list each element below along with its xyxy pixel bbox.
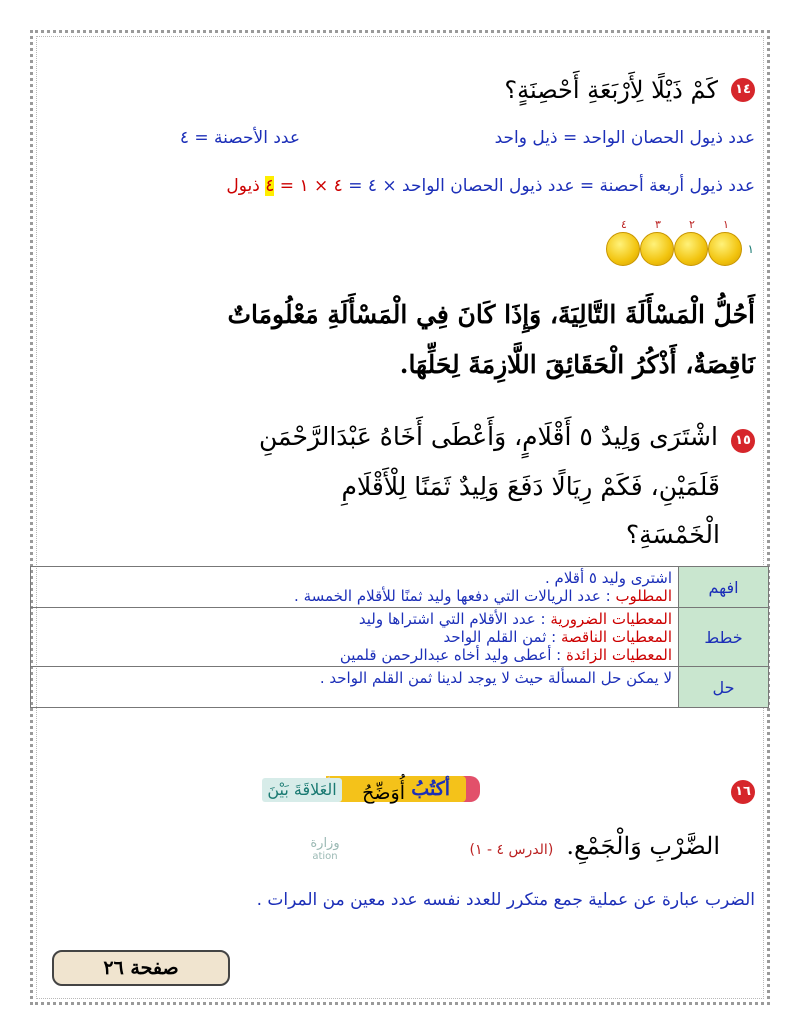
coin-icon <box>674 232 708 266</box>
table-row <box>31 667 769 708</box>
clarify-word: أُوَضِّحُ <box>362 782 405 804</box>
plan-head: خطط <box>679 608 769 667</box>
coin-label: ٤ <box>621 218 627 231</box>
extra-label: المعطيات الزائدة <box>565 646 672 664</box>
coin-icon <box>708 232 742 266</box>
lesson-reference: (الدرس ٤ - ١) <box>469 842 554 858</box>
question-line-1: اشْتَرَى وَلِيدٌ ٥ أَقْلَامٍ، وَأَعْطَى أَخَاهُ عَبْدَالرَّحْمَنِ <box>258 422 718 451</box>
watermark-latin: ation <box>312 851 338 862</box>
watermark-arabic: وزارة <box>310 836 340 851</box>
instruction-line-2: نَاقِصَةٌ، أَذْكُرُ الْحَقَائِقَ اللَّازِمَةَ لِحَلِّهَا. <box>399 350 755 379</box>
question-number-badge: ١٤ <box>731 78 755 102</box>
coin-label: ٣ <box>655 218 661 231</box>
missing-label: المعطيات الناقصة <box>561 628 672 646</box>
coin-label: ٢ <box>689 218 695 231</box>
page-number: صفحة ٢٦ <box>52 950 230 986</box>
table-row <box>31 567 769 608</box>
coin-icon <box>640 232 674 266</box>
answer-result: ٤ <box>265 176 275 196</box>
question-15 <box>259 414 755 460</box>
required-text: : عدد الريالات التي دفعها وليد ثمنًا للأقلام الخمسة . <box>294 587 616 605</box>
question-14 <box>504 76 755 104</box>
coin-icon <box>606 232 640 266</box>
missing-text: : ثمن القلم الواحد <box>443 628 561 646</box>
essential-text: : عدد الأقلام التي اشتراها وليد <box>358 610 551 628</box>
question-number-badge: ١٥ <box>731 429 755 453</box>
answer-line <box>226 176 755 196</box>
coin-start-label: ١ <box>747 242 754 256</box>
answer-calc: ٤ × ١ = <box>274 176 343 196</box>
question-16-line-2 <box>470 832 720 860</box>
plan-cell <box>31 608 679 667</box>
coin-counting-illustration <box>598 218 754 272</box>
understand-head: افهم <box>679 567 769 608</box>
operations-text: الضَّرْبِ وَالْجَمْعِ. <box>566 832 720 860</box>
answer-prefix: عدد ذيول أربعة أحصنة = عدد ذيول الحصان الواحد × ٤ = <box>342 176 755 196</box>
fact-horse-count: عدد الأحصنة = ٤ <box>179 128 300 148</box>
coin-label: ١ <box>723 218 729 231</box>
question-16-answer: الضرب عبارة عن عملية جمع متكرر للعدد نفسه عدد معين من المرات . <box>256 890 755 910</box>
question-number-badge: ١٦ <box>731 780 755 804</box>
understand-cell <box>31 567 679 608</box>
understand-line: اشترى وليد ٥ أقلام . <box>545 569 672 587</box>
question-line-2: قَلَمَيْنِ، فَكَمْ رِيَالًا دَفَعَ وَلِيدٌ ثَمَنًا لِلْأَقْلَامِ <box>341 472 720 501</box>
answer-unit: ذيول <box>226 176 266 196</box>
write-label: أكتُبُ <box>411 778 450 800</box>
required-label: المطلوب <box>615 587 672 605</box>
extra-text: : أعطى وليد أخاه عبدالرحمن قلمين <box>339 646 566 664</box>
fact-tail-per-horse: عدد ذيول الحصان الواحد = ذيل واحد <box>494 128 755 148</box>
relation-badge: العَلاقَةَ بَيْنَ <box>262 778 342 802</box>
question-text: كَمْ ذَيْلًا لِأَرْبَعَةِ أَحْصِنَةٍ؟ <box>504 76 718 104</box>
question-16-number <box>723 780 755 804</box>
table-row <box>31 608 769 667</box>
ministry-logo-watermark <box>300 836 350 876</box>
solve-cell: لا يمكن حل المسألة حيث لا يوجد لدينا ثمن القلم الواحد . <box>31 667 679 708</box>
problem-solving-table <box>30 566 769 708</box>
essential-label: المعطيات الضرورية <box>550 610 672 628</box>
question-line-3: الْخَمْسَةِ؟ <box>625 520 720 549</box>
solve-head: حل <box>679 667 769 708</box>
instruction-line-1: أَحُلُّ الْمَسْأَلَةَ التَّالِيَةَ، وَإِذَا كَانَ فِي الْمَسْأَلَةِ مَعْلُومَاتٌ <box>227 300 755 329</box>
